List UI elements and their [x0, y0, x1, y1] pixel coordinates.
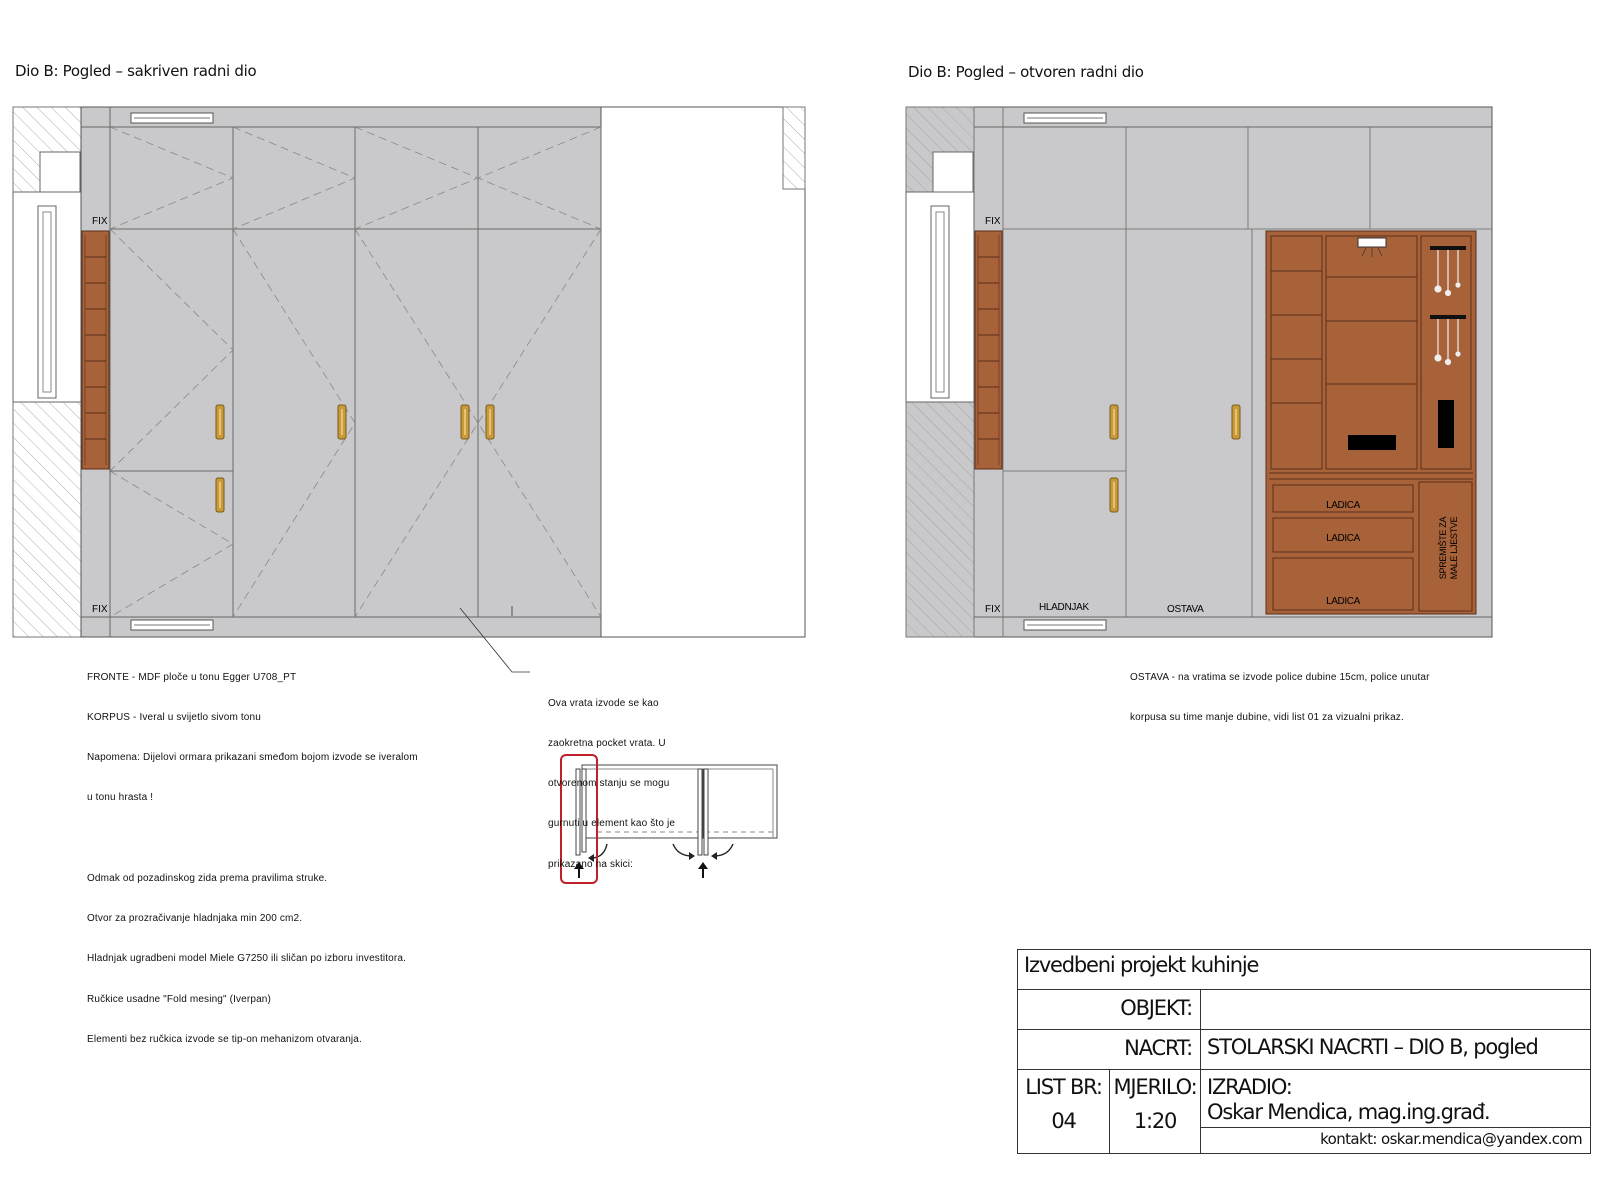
fridge-label: HLADNJAK — [1039, 602, 1089, 613]
right-fix-bottom-label: FIX — [985, 604, 1001, 615]
note-line: Napomena: Dijelovi ormara prikazani smeđom bojom izvode se iveralom — [87, 752, 418, 764]
list-value: 04 — [1051, 1109, 1076, 1133]
left-fix-top-label: FIX — [92, 216, 108, 227]
note-line: Ručkice usadne "Fold mesing" (Iverpan) — [87, 993, 271, 1005]
list-label: LIST BR: — [1025, 1075, 1102, 1099]
mjerilo-value: 1:20 — [1133, 1109, 1177, 1133]
note-line: gurnuti u element kao što je — [548, 818, 676, 830]
ladder-storage-label: SPREMIŠTE ZA — [1438, 516, 1448, 580]
list-cell — [1018, 1070, 1110, 1153]
left-fix-bottom-label: FIX — [92, 604, 108, 615]
kontakt: kontakt: oskar.mendica@yandex.com — [1320, 1130, 1582, 1148]
drawer-label: LADICA — [1326, 500, 1360, 511]
note-line: korpusa su time manje dubine, vidi list 01 za vizualni prikaz. — [1130, 712, 1404, 724]
left-view-title: Dio B: Pogled – sakriven radni dio — [15, 62, 257, 80]
drawer-label: LADICA — [1326, 596, 1360, 607]
note-line: u tonu hrasta ! — [87, 792, 154, 804]
right-fix-top-label: FIX — [985, 216, 1001, 227]
right-notes — [1130, 644, 1430, 738]
objekt-value — [1201, 990, 1590, 1030]
note-line: Hladnjak ugradbeni model Miele G7250 ili sličan po izboru investitora. — [87, 953, 407, 965]
note-line: zaokretna pocket vrata. U — [548, 738, 666, 750]
appliance-block — [1438, 400, 1454, 448]
ladder-storage-label: MALE LJESTVE — [1449, 516, 1459, 580]
left-elevation — [13, 107, 805, 672]
project-title: Izvedbeni projekt kuhinje — [1018, 950, 1590, 990]
note-line: FRONTE - MDF ploče u tonu Egger U708_PT — [87, 671, 297, 683]
mjerilo-label: MJERILO: — [1113, 1075, 1197, 1099]
note-line: OSTAVA - na vratima se izvode police dubine 15cm, police unutar — [1130, 671, 1430, 683]
note-line: prikazano na skici: — [548, 858, 634, 870]
note-line: Ova vrata izvode se kao — [548, 697, 659, 709]
note-line: Otvor za prozračivanje hladnjaka min 200 cm2. — [87, 913, 303, 925]
note-line: Odmak od pozadinskog zida prema pravilima struke. — [87, 872, 328, 884]
nacrt-value: STOLARSKI NACRTI – DIO B, pogled — [1201, 1030, 1590, 1070]
izradio-value: Oskar Mendica, mag.ing.građ. — [1207, 1100, 1490, 1124]
pocket-door-note — [548, 670, 675, 885]
drawer-label: LADICA — [1326, 533, 1360, 544]
note-line — [87, 832, 418, 845]
izradio-cell — [1201, 1070, 1590, 1128]
note-line: KORPUS - Iveral u svijetlo sivom tonu — [87, 712, 261, 724]
left-notes — [87, 644, 418, 1060]
izradio-label: IZRADIO: — [1207, 1075, 1292, 1099]
mjerilo-cell — [1110, 1070, 1201, 1153]
right-elevation — [906, 107, 1492, 637]
pantry-label: OSTAVA — [1167, 604, 1204, 615]
objekt-label: OBJEKT: — [1018, 990, 1201, 1030]
left-cabinet-body — [81, 107, 601, 637]
note-line: otvorenom stanju se mogu — [548, 778, 670, 790]
appliance-block — [1348, 435, 1396, 450]
note-line: Elementi bez ručkica izvode se tip-on mehanizom otvaranja. — [87, 1033, 362, 1045]
nacrt-label: NACRT: — [1018, 1030, 1201, 1070]
right-view-title: Dio B: Pogled – otvoren radni dio — [908, 63, 1144, 81]
title-block — [1017, 949, 1591, 1154]
